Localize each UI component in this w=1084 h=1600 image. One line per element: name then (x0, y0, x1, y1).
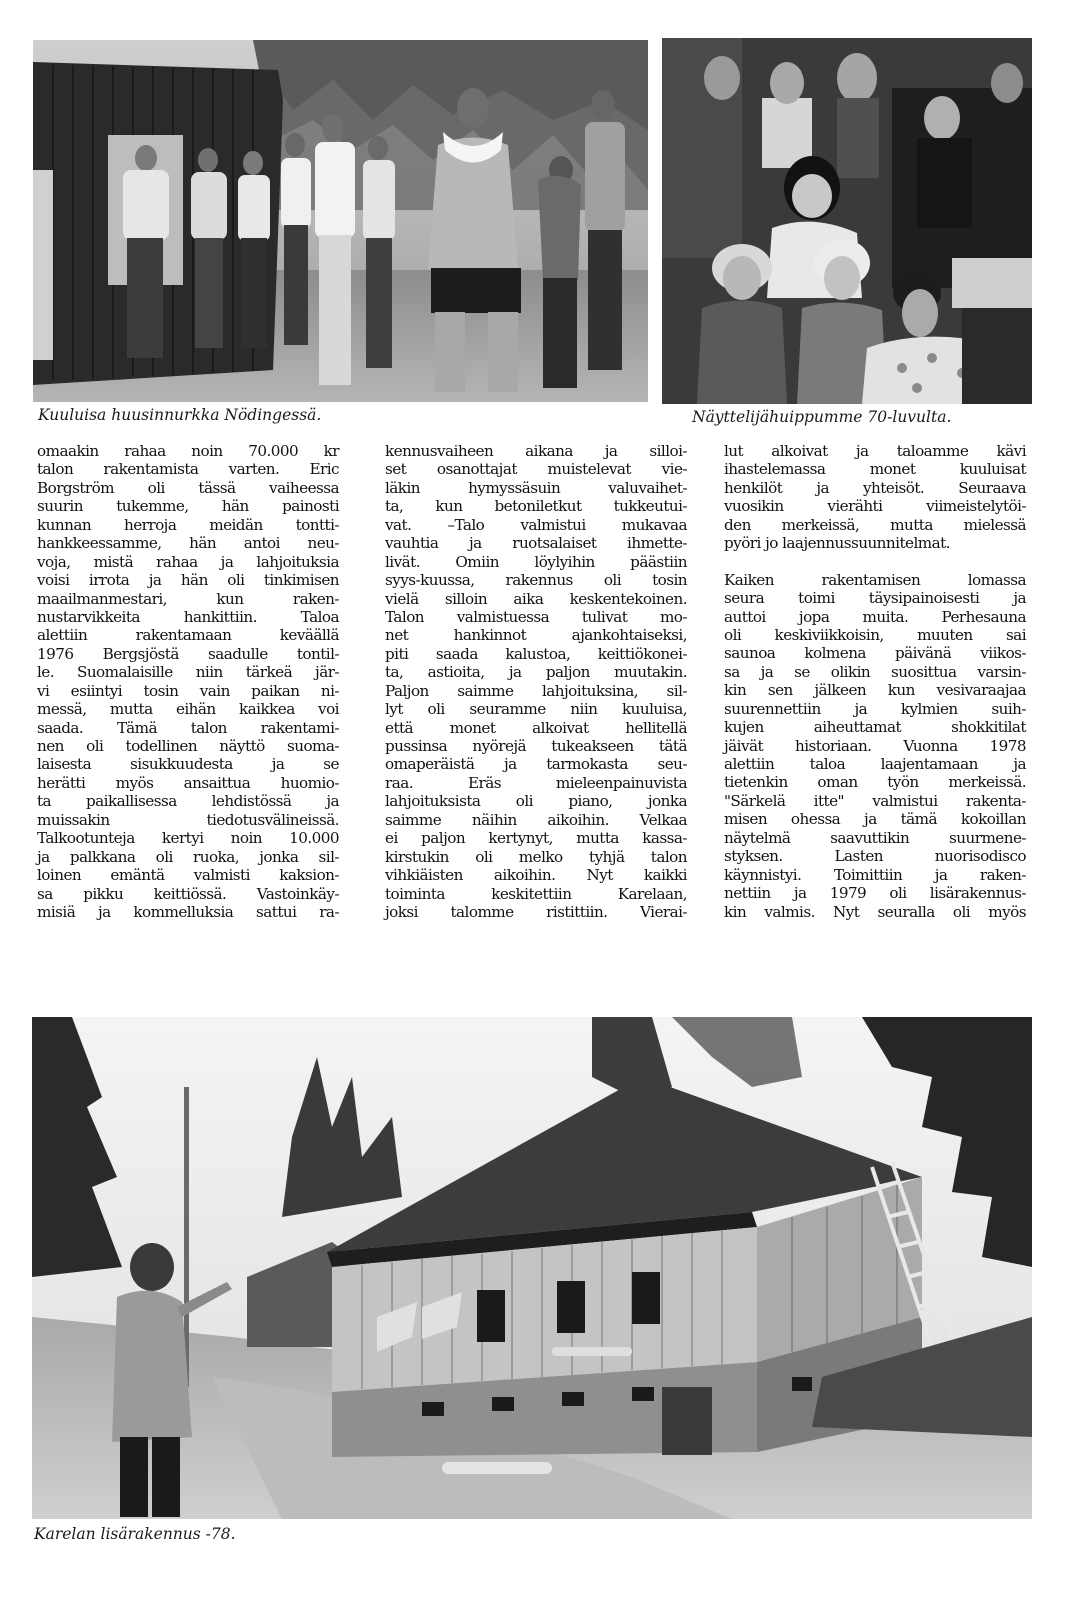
text-line: Borgström oli tässä vaiheessa (37, 478, 339, 497)
text-line: Paljon saimme lahjoituksina, sil- (385, 681, 687, 700)
text-line: alettiin rakentamaan keväällä (37, 626, 339, 645)
text-line: läkin hymyssäsuin valuvaihet- (385, 478, 687, 497)
text-line: seura toimi täysipainoisesti ja (724, 589, 1026, 608)
text-column-2 (385, 442, 687, 921)
text-line: laisesta sisukkuudesta ja se (37, 755, 339, 774)
text-line: saimme näihin aikoihin. Velkaa (385, 810, 687, 829)
text-line: suurin tukemme, hän painosti (37, 497, 339, 516)
text-line: Kaiken rakentamisen lomassa (724, 570, 1026, 589)
photo-actors (662, 38, 1032, 404)
text-line: "Särkelä itte" valmistui rakenta- (724, 791, 1026, 810)
text-line: kennusvaiheen aikana ja silloi- (385, 442, 687, 460)
photo-building (32, 1017, 1032, 1519)
text-line: vat. –Talo valmistui mukavaa (385, 515, 687, 534)
text-line: messä, mutta eihän kaikkea voi (37, 700, 339, 719)
text-line: näytelmä saavuttikin suurmene- (724, 828, 1026, 847)
text-line: vuosikin vierähti viimeistelytöi- (724, 497, 1026, 516)
text-line: lyt oli seuramme niin kuuluisa, (385, 700, 687, 719)
text-line: alettiin taloa laajentamaan ja (724, 755, 1026, 773)
text-line: loinen emäntä valmisti kaksion- (37, 866, 339, 885)
text-line: nen oli todellinen näyttö suoma- (37, 737, 339, 755)
text-line: nettiin ja 1979 oli lisärakennus- (724, 884, 1026, 903)
text-column-1 (37, 442, 339, 921)
text-line: herätti myös ansaittua huomio- (37, 773, 339, 792)
text-line: nustarvikkeita hankittiin. Taloa (37, 607, 339, 626)
text-line: omaperäistä ja tarmokasta seu- (385, 755, 687, 774)
text-line: Talkootunteja kertyi noin 10.000 (37, 829, 339, 848)
text-line: set osanottajat muistelevat vie- (385, 460, 687, 479)
text-line: syys-kuussa, rakennus oli tosin (385, 571, 687, 590)
text-line: raa. Eräs mieleenpainuvista (385, 773, 687, 792)
paragraph-gap (724, 553, 1026, 571)
text-line: ta paikallisessa lehdistössä ja (37, 792, 339, 811)
text-line: pussinsa nyörejä tukeakseen tätä (385, 737, 687, 755)
actors-group-photo-icon (662, 38, 1032, 404)
text-line: livät. Omiin löylyihin päästiin (385, 552, 687, 571)
text-line: voja, mistä rahaa ja lahjoituksia (37, 552, 339, 571)
text-line: toiminta keskitettiin Karelaan, (385, 884, 687, 903)
photo-outhouse (33, 40, 648, 402)
text-line: pyöri jo laajennussuunnitelmat. (724, 534, 950, 553)
text-line: voisi irrota ja hän oli tinkimisen (37, 571, 339, 590)
text-line: lahjoituksista oli piano, jonka (385, 792, 687, 811)
group-of-men-photo-icon (33, 40, 648, 402)
text-line: ihastelemassa monet kuuluisat (724, 460, 1026, 479)
text-line: kunnan herroja meidän tontti- (37, 515, 339, 534)
text-line: auttoi jopa muita. Perhesauna (724, 607, 1026, 626)
text-line: den merkeissä, mutta mielessä (724, 515, 1026, 534)
photo-caption-outhouse: Kuuluisa huusinnurkka Nödingessä. (38, 406, 322, 424)
text-line: piti saada kalustoa, keittiökonei- (385, 644, 687, 663)
text-line: net hankinnot ajankohtaiseksi, (385, 626, 687, 645)
text-line: suurennettiin ja kylmien suih- (724, 699, 1026, 718)
text-line: tietenkin oman työn merkeissä. (724, 773, 1026, 792)
text-line: kin sen jälkeen kun vesivaraajaa (724, 681, 1026, 700)
text-line: vihkiäisten aikoihin. Nyt kaikki (385, 866, 687, 885)
text-line: oli keskiviikkoisin, muuten sai (724, 625, 1026, 644)
text-line: ta, kun betoniletkut tukkeutui- (385, 497, 687, 516)
text-line: kujen aiheuttamat shokkitilat (724, 718, 1026, 737)
text-line: saada. Tämä talon rakentami- (37, 718, 339, 737)
text-line: omaakin rahaa noin 70.000 kr (37, 442, 339, 460)
text-line: sa ja se olikin suosittua varsin- (724, 662, 1026, 681)
text-line: jäivät historiaan. Vuonna 1978 (724, 736, 1026, 755)
text-line: henkilöt ja yhteisöt. Seuraava (724, 478, 1026, 497)
photo-caption-actors: Näyttelijähuippumme 70-luvulta. (692, 408, 952, 426)
text-line: ei paljon kertynyt, mutta kassa- (385, 829, 687, 848)
text-line: lut alkoivat ja taloamme kävi (724, 442, 1026, 460)
text-line: että monet alkoivat hellitellä (385, 718, 687, 737)
text-line: talon rakentamista varten. Eric (37, 460, 339, 479)
text-line: Talon valmistuessa tulivat mo- (385, 607, 687, 626)
text-line: kin valmis. Nyt seuralla oli myös (724, 902, 1026, 921)
text-line: muissakin tiedotusvälineissä. (37, 810, 339, 829)
text-line: misiä ja kommelluksia sattui ra- (37, 902, 339, 921)
text-line: hankkeessamme, hän antoi neu- (37, 534, 339, 553)
text-line: sa pikku keittiössä. Vastoinkäy- (37, 884, 339, 903)
text-line: ja palkkana oli ruoka, jonka sil- (37, 847, 339, 866)
text-line: styksen. Lasten nuorisodisco (724, 847, 1026, 866)
text-line: le. Suomalaisille niin tärkeä jär- (37, 663, 339, 682)
text-line: kirstukin oli melko tyhjä talon (385, 847, 687, 866)
text-line: misen ohessa ja tämä kokoillan (724, 810, 1026, 829)
text-line: 1976 Bergsjöstä saadulle tontil- (37, 644, 339, 663)
text-line: vielä silloin aika keskentekoinen. (385, 589, 687, 608)
text-line: ta, astioita, ja paljon muutakin. (385, 663, 687, 682)
text-line: joksi talomme ristittiin. Vierai- (385, 902, 687, 921)
text-line: vi esiintyi tosin vain paikan ni- (37, 681, 339, 700)
text-line: vauhtia ja ruotsalaiset ihmette- (385, 534, 687, 553)
building-photo-icon (32, 1017, 1032, 1519)
text-line: maailmanmestari, kun raken- (37, 589, 339, 608)
text-column-3 (724, 442, 1026, 921)
text-line: saunoa kolmena päivänä viikos- (724, 644, 1026, 663)
text-line: käynnistyi. Toimittiin ja raken- (724, 865, 1026, 884)
photo-caption-building: Karelan lisärakennus -78. (34, 1525, 236, 1543)
